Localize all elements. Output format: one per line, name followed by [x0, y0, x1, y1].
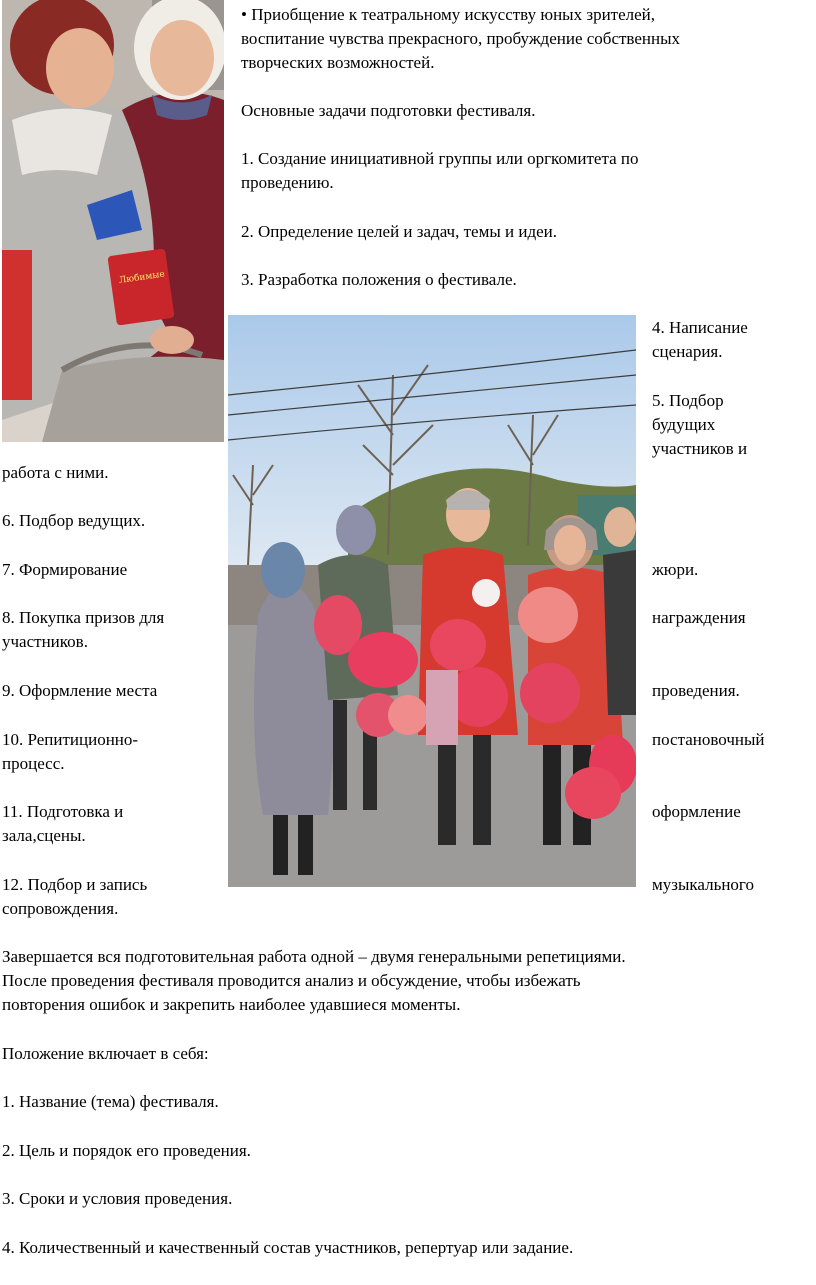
task-11-part-1: 11. Подготовка и: [2, 802, 124, 821]
task-8-part-3: участников.: [2, 632, 88, 651]
task-5-line-1: 5. Подбор: [652, 391, 724, 410]
task-1-line-2: проведению.: [241, 173, 334, 192]
task-12-part-2: музыкального: [652, 875, 754, 894]
task-10-part-2: постановочный: [652, 730, 765, 749]
task-8-part-1: 8. Покупка призов для: [2, 608, 165, 627]
task-7-part-1: 7. Формирование: [2, 560, 128, 579]
photo-balloons-group: [228, 315, 636, 887]
regulation-item-4: 4. Количественный и качественный состав участников, репертуар или задание.: [2, 1238, 574, 1257]
task-9-part-1: 9. Оформление места: [2, 681, 158, 700]
intro-line-2: воспитание чувства прекрасного, пробуждение собственных: [241, 29, 681, 48]
task-7-part-2: жюри.: [652, 560, 699, 579]
intro-line-1: [241, 3, 655, 27]
task-9-part-2: проведения.: [652, 681, 740, 700]
task-12-part-1: 12. Подбор и запись: [2, 875, 148, 894]
photo-two-women: [2, 0, 224, 442]
task-6: 6. Подбор ведущих.: [2, 511, 146, 530]
bullet-icon: •: [241, 5, 247, 24]
task-4-line-1: 4. Написание: [652, 318, 748, 337]
regulation-item-3: 3. Сроки и условия проведения.: [2, 1189, 233, 1208]
regulation-heading: Положение включает в себя:: [2, 1044, 209, 1063]
task-11-part-3: зала,сцены.: [2, 826, 86, 845]
task-4-line-2: сценария.: [652, 342, 723, 361]
intro-line-3: творческих возможностей.: [241, 53, 435, 72]
snack-label: Любимые: [118, 269, 166, 286]
conclusion-line-3: повторения ошибок и закрепить наиболее удавшиеся моменты.: [2, 995, 461, 1014]
regulation-item-2: 2. Цель и порядок его проведения.: [2, 1141, 251, 1160]
regulation-item-1: 1. Название (тема) фестиваля.: [2, 1092, 219, 1111]
task-8-part-2: награждения: [652, 608, 746, 627]
conclusion-line-1: Завершается вся подготовительная работа одной – двумя генеральными репетициями.: [2, 947, 626, 966]
task-5-line-2: будущих: [652, 415, 716, 434]
conclusion-line-2: После проведения фестиваля проводится анализ и обсуждение, чтобы избежать: [2, 971, 581, 990]
task-2: 2. Определение целей и задач, темы и идеи.: [241, 222, 557, 241]
task-10-part-1: 10. Репитиционно-: [2, 730, 139, 749]
tasks-heading: Основные задачи подготовки фестиваля.: [241, 101, 536, 120]
intro-text-1: Приобщение к театральному искусству юных зрителей,: [251, 5, 656, 24]
task-1-line-1: 1. Создание инициативной группы или оргкомитета по: [241, 149, 639, 168]
task-3: 3. Разработка положения о фестивале.: [241, 270, 517, 289]
task-5-line-4: работа с ними.: [2, 463, 109, 482]
task-11-part-2: оформление: [652, 802, 741, 821]
task-5-line-3: участников и: [652, 439, 748, 458]
task-10-part-3: процесс.: [2, 754, 65, 773]
task-12-part-3: сопровождения.: [2, 899, 119, 918]
